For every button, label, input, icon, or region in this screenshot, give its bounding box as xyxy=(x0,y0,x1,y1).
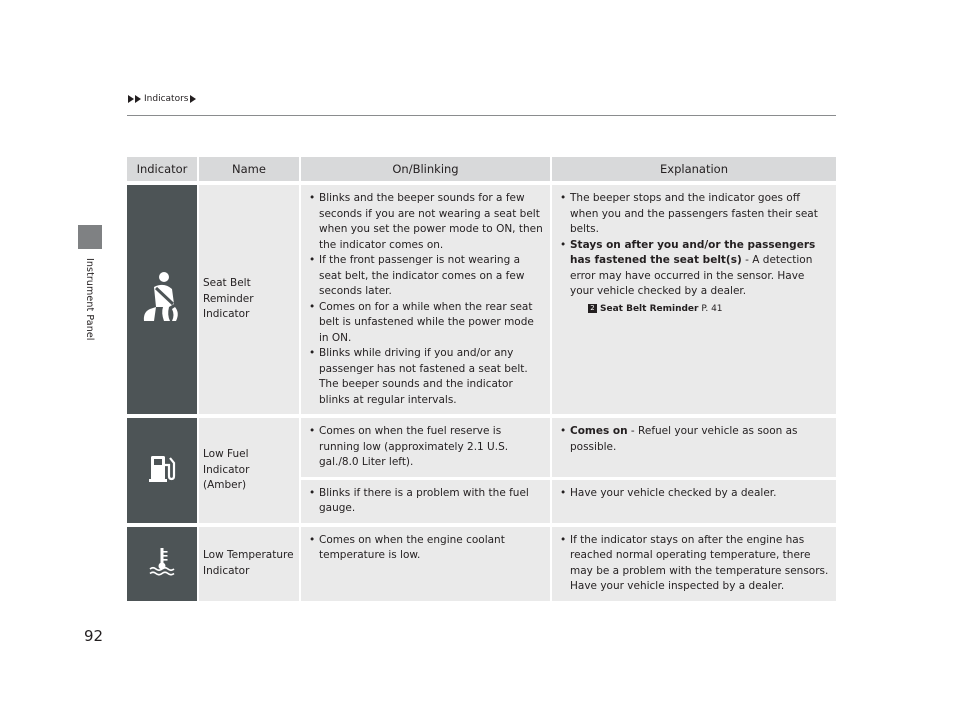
on-blinking-cell xyxy=(301,527,552,601)
explanation-cell xyxy=(552,480,836,523)
cross-reference-link[interactable] xyxy=(558,302,830,318)
table-row xyxy=(127,185,836,414)
indicator-icon-cell xyxy=(127,185,199,414)
indicator-icon-cell xyxy=(127,527,199,601)
list-item: • Blinks while driving if you and/or any passenger has not fastened a seat belt. The beeper sounds and the indicator blinks at regular intervals. xyxy=(307,346,544,408)
table-row xyxy=(127,527,836,601)
section-tab-marker xyxy=(78,225,102,249)
triangle-icon xyxy=(128,95,134,103)
list-item: • If the front passenger is not wearing a seat belt, the indicator comes on a few seconds later. xyxy=(307,253,544,300)
bold-term: Comes on xyxy=(570,425,628,437)
list-item xyxy=(558,238,830,300)
list-item: • Comes on when the fuel reserve is running low (approximately 2.1 U.S. gal./8.0 Liter left). xyxy=(307,424,544,471)
xref-title: Seat Belt Reminder xyxy=(600,303,699,314)
indicator-icon-cell xyxy=(127,418,199,523)
indicator-name: Seat Belt Reminder Indicator xyxy=(199,185,301,414)
header-explanation: Explanation xyxy=(552,157,836,181)
breadcrumb xyxy=(128,94,197,104)
explanation-cell xyxy=(552,185,836,414)
explanation-text: - A detection error may have occurred in the sensor. Have your vehicle checked by a dealer. xyxy=(570,254,813,297)
fuel-pump-icon xyxy=(145,451,179,485)
breadcrumb-section: Indicators xyxy=(144,94,189,104)
list-item: • Have your vehicle checked by a dealer. xyxy=(558,486,830,502)
header-indicator: Indicator xyxy=(127,157,199,181)
coolant-temperature-icon xyxy=(147,545,177,577)
table-row xyxy=(127,418,836,477)
explanation-text: - Refuel your vehicle as soon as possible. xyxy=(570,425,798,453)
list-item: • Comes on when the engine coolant temperature is low. xyxy=(307,533,544,564)
table-header-row xyxy=(127,157,836,181)
list-item: • If the indicator stays on after the engine has reached normal operating temperature, there may be a problem with the temperature sensors. Have your vehicle inspected by a dealer. xyxy=(558,533,830,595)
explanation-cell xyxy=(552,527,836,601)
list-item: • Blinks if there is a problem with the fuel gauge. xyxy=(307,486,544,517)
list-item: • The beeper stops and the indicator goes off when you and the passengers fasten their seat belts. xyxy=(558,191,830,238)
explanation-cell xyxy=(552,418,836,477)
list-item xyxy=(558,424,830,455)
on-blinking-cell xyxy=(301,418,552,477)
header-on-blinking: On/Blinking xyxy=(301,157,552,181)
header-rule xyxy=(127,115,836,116)
section-side-label: Instrument Panel xyxy=(84,258,95,341)
triangle-icon xyxy=(135,95,141,103)
triangle-icon xyxy=(190,95,196,103)
list-item: • Blinks and the beeper sounds for a few seconds if you are not wearing a seat belt when you set the power mode to ON, then the indicator comes on. xyxy=(307,191,544,253)
header-name: Name xyxy=(199,157,301,181)
indicator-name: Low Temperature Indicator xyxy=(199,527,301,601)
seatbelt-person-icon xyxy=(140,271,184,323)
on-blinking-cell xyxy=(301,185,552,414)
bold-term: Stays on after you and/or the passengers has fastened the seat belt(s) xyxy=(570,238,816,266)
indicator-name: Low Fuel Indicator (Amber) xyxy=(199,418,301,523)
indicator-table xyxy=(127,157,836,601)
xref-page: P. 41 xyxy=(698,303,723,314)
on-blinking-cell xyxy=(301,480,552,523)
reference-arrow-icon: 2 xyxy=(588,304,597,313)
page-number: 92 xyxy=(84,627,104,645)
list-item: • Comes on for a while when the rear seat belt is unfastened while the power mode in ON. xyxy=(307,300,544,347)
